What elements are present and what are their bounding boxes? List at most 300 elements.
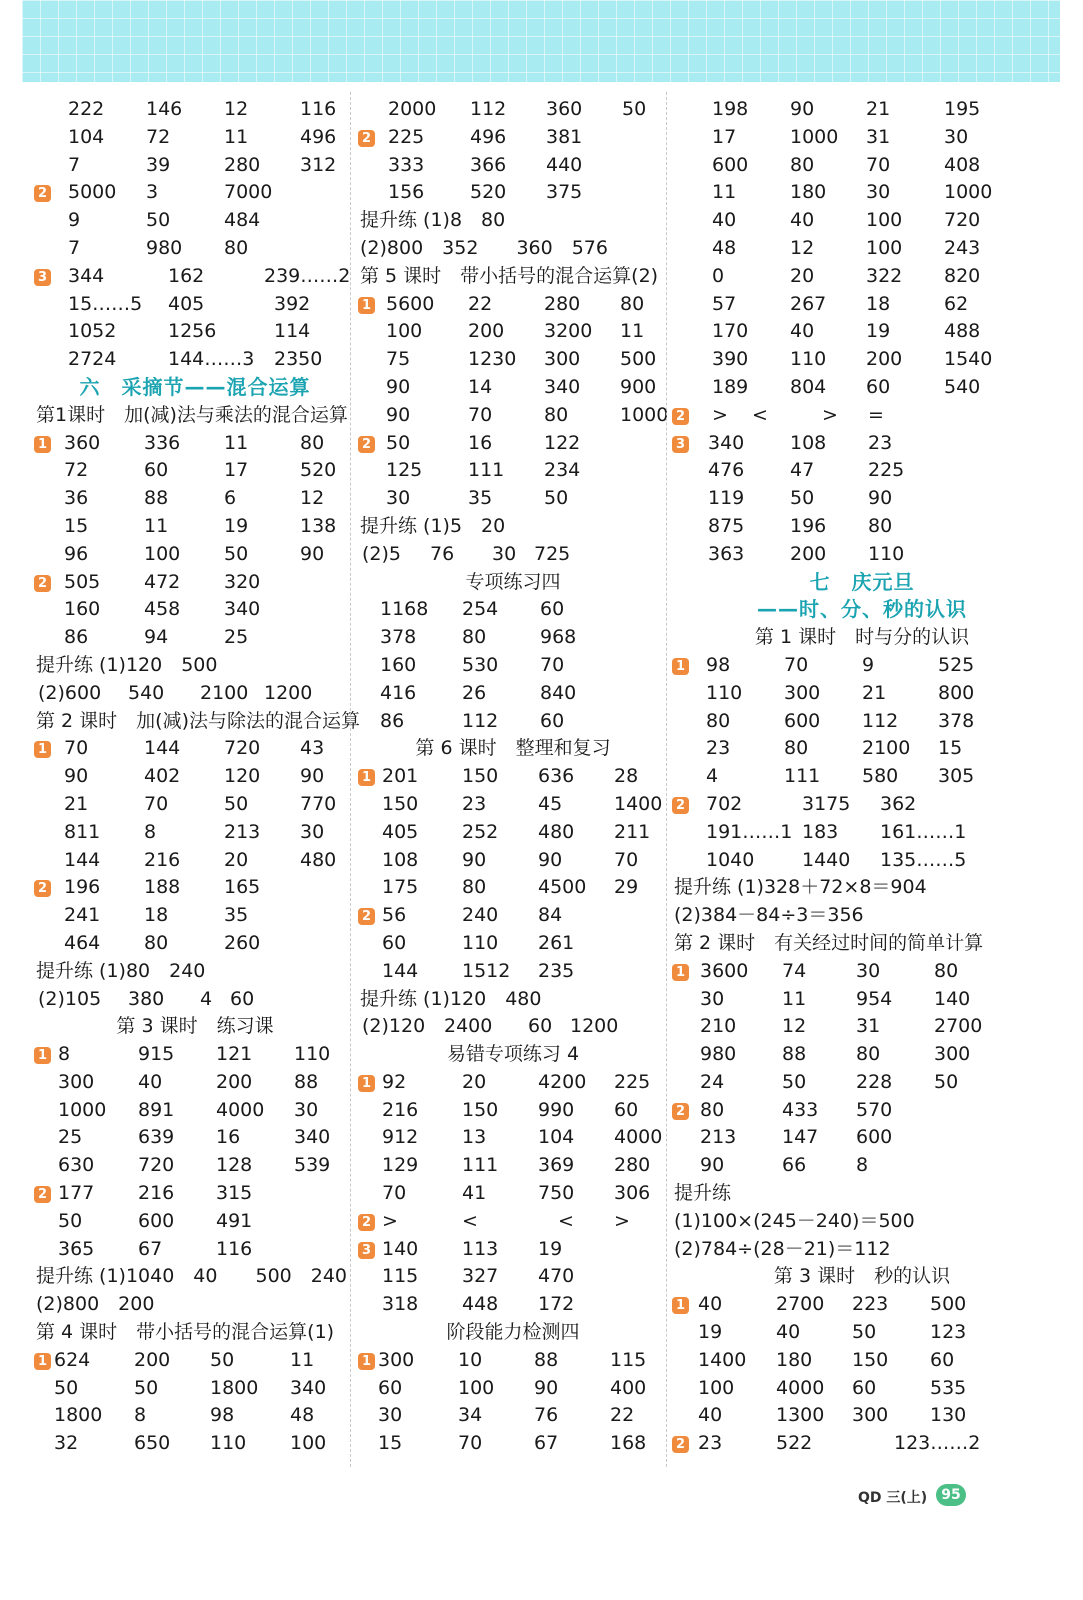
answer-row xyxy=(358,1263,668,1291)
answer-value: 2100 xyxy=(200,681,249,704)
answer-value: 15……5 xyxy=(68,292,143,315)
answer-value: 322 xyxy=(866,264,903,287)
answer-row xyxy=(672,235,1052,263)
answer-value: 92 xyxy=(382,1070,407,1093)
answer-row xyxy=(34,986,356,1014)
answer-value: 40 xyxy=(138,1070,163,1093)
answer-row xyxy=(34,1152,356,1180)
answer-value: 333 xyxy=(388,153,425,176)
answer-value: < xyxy=(558,1209,574,1232)
answer-value: 138 xyxy=(300,514,337,537)
answer-value: 20 xyxy=(224,848,249,871)
answer-row xyxy=(672,1430,1052,1458)
answer-row xyxy=(34,485,356,513)
answer-row xyxy=(358,1347,668,1375)
answer-value: 448 xyxy=(462,1293,499,1316)
answer-value: 70 xyxy=(64,737,89,760)
answer-row xyxy=(34,1124,356,1152)
answer-value: (2)120 xyxy=(362,1015,426,1038)
answer-value: 80 xyxy=(144,931,169,954)
question-number-badge: 1 xyxy=(358,297,375,314)
answer-value: 213 xyxy=(224,820,261,843)
question-number-badge: 3 xyxy=(358,1242,375,1259)
answer-value: 912 xyxy=(382,1126,419,1149)
answer-value: 416 xyxy=(380,681,417,704)
answer-value: 34 xyxy=(458,1404,483,1427)
answer-text: 提升练 (1)120 500 xyxy=(36,653,218,676)
answer-value: 522 xyxy=(776,1432,813,1455)
answer-value: 90 xyxy=(462,848,487,871)
answer-value: 114 xyxy=(274,320,311,343)
answer-value: (2)105 xyxy=(38,987,102,1010)
answer-value: 400 xyxy=(610,1376,647,1399)
answer-value: 1512 xyxy=(462,959,511,982)
answer-value: 305 xyxy=(938,765,975,788)
answer-row xyxy=(358,902,668,930)
answer-value: 496 xyxy=(300,125,337,148)
answer-value: 98 xyxy=(706,653,731,676)
answer-column-1 xyxy=(34,96,360,1458)
answer-value: 12 xyxy=(224,98,249,120)
answer-value: 968 xyxy=(540,626,577,649)
answer-value: 90 xyxy=(300,765,325,788)
answer-row xyxy=(358,124,668,152)
answer-value: 366 xyxy=(470,153,507,176)
answer-value: 84 xyxy=(538,904,563,927)
answer-value: 122 xyxy=(544,431,581,454)
answer-row xyxy=(672,318,1052,346)
answer-value: 9 xyxy=(68,209,81,232)
answer-value: 41 xyxy=(462,1182,487,1205)
answer-value: 300 xyxy=(58,1070,95,1093)
answer-row xyxy=(672,179,1052,207)
answer-row xyxy=(34,235,356,263)
answer-value: 100 xyxy=(386,320,423,343)
answer-value: 50 xyxy=(54,1376,79,1399)
answer-value: 720 xyxy=(224,737,261,760)
answer-value: 123……2 xyxy=(894,1432,981,1455)
answer-row xyxy=(672,819,1052,847)
answer-value: 4000 xyxy=(216,1098,265,1121)
answer-value: 300 xyxy=(784,681,821,704)
answer-value: 280 xyxy=(544,292,581,315)
answer-value: 496 xyxy=(470,125,507,148)
answer-value: 14 xyxy=(468,375,493,398)
answer-value: 22 xyxy=(468,292,493,315)
answer-value: 72 xyxy=(64,459,89,482)
answer-value: 480 xyxy=(538,820,575,843)
answer-row xyxy=(358,763,668,791)
answer-text: 提升练 (1)120 480 xyxy=(360,987,542,1010)
answer-value: 100 xyxy=(458,1376,495,1399)
answer-value: 112 xyxy=(470,98,507,120)
answer-value: 144 xyxy=(144,737,181,760)
answer-value: 405 xyxy=(168,292,205,315)
answer-value: 140 xyxy=(934,987,971,1010)
answer-value: 88 xyxy=(144,487,169,510)
answer-row xyxy=(672,263,1052,291)
answer-value: 111 xyxy=(468,459,505,482)
answer-value: 300 xyxy=(544,348,581,371)
answer-value: 300 xyxy=(852,1404,889,1427)
answer-row xyxy=(672,1041,1052,1069)
answer-value: 318 xyxy=(382,1293,419,1316)
answer-row xyxy=(672,791,1052,819)
answer-value: 600 xyxy=(138,1209,175,1232)
answer-value: 225 xyxy=(868,459,905,482)
book-code: QD 三(上) xyxy=(858,1490,928,1506)
answer-value: 11 xyxy=(144,514,169,537)
answer-value: 24 xyxy=(700,1070,725,1093)
answer-value: 12 xyxy=(782,1015,807,1038)
answer-row xyxy=(34,1097,356,1125)
answer-value: 225 xyxy=(614,1070,651,1093)
answer-value: 378 xyxy=(380,626,417,649)
answer-value: 241 xyxy=(64,904,101,927)
answer-text: (2)800 200 xyxy=(36,1293,155,1316)
answer-row xyxy=(34,430,356,458)
answer-value: 380 xyxy=(128,987,165,1010)
question-number-badge: 2 xyxy=(34,575,51,592)
answer-text: 第1课时 加(减)法与乘法的混合运算 xyxy=(36,403,348,426)
answer-value: 104 xyxy=(68,125,105,148)
answer-row xyxy=(672,291,1052,319)
answer-value: 80 xyxy=(868,514,893,537)
answer-row xyxy=(358,1069,668,1097)
question-number-badge: 2 xyxy=(672,408,689,425)
question-number-badge: 2 xyxy=(672,1103,689,1120)
answer-value: 530 xyxy=(462,653,499,676)
answer-value: 1400 xyxy=(698,1348,747,1371)
answer-row xyxy=(34,569,356,597)
answer-value: 340 xyxy=(290,1376,327,1399)
answer-row xyxy=(672,1097,1052,1125)
answer-value: 21 xyxy=(866,98,891,120)
answer-row xyxy=(34,152,356,180)
answer-value: 458 xyxy=(144,598,181,621)
answer-value: 4000 xyxy=(614,1126,663,1149)
answer-value: 11 xyxy=(224,125,249,148)
answer-value: < xyxy=(752,403,768,426)
answer-value: 1052 xyxy=(68,320,117,343)
answer-row xyxy=(672,541,1052,569)
answer-value: 90 xyxy=(534,1376,559,1399)
answer-value: 62 xyxy=(944,292,969,315)
answer-value: 60 xyxy=(540,598,565,621)
answer-value: 23 xyxy=(706,737,731,760)
answer-value: 23 xyxy=(462,792,487,815)
answer-value: 40 xyxy=(790,209,815,232)
answer-value: 340 xyxy=(708,431,745,454)
answer-value: 60 xyxy=(528,1015,553,1038)
answer-value: 980 xyxy=(700,1043,737,1066)
answer-value: 520 xyxy=(300,459,337,482)
answer-row xyxy=(34,596,356,624)
answer-row xyxy=(358,318,668,346)
answer-row xyxy=(34,179,356,207)
answer-value: > xyxy=(614,1209,630,1232)
question-number-badge: 1 xyxy=(672,964,689,981)
answer-value: 3 xyxy=(146,181,159,204)
answer-value: 140 xyxy=(382,1237,419,1260)
answer-value: 0 xyxy=(712,264,725,287)
answer-row xyxy=(358,457,668,485)
question-number-badge: 2 xyxy=(672,797,689,814)
answer-row xyxy=(34,457,356,485)
question-number-badge: 3 xyxy=(672,436,689,453)
answer-row xyxy=(358,819,668,847)
answer-value: 17 xyxy=(224,459,249,482)
answer-value: 110 xyxy=(294,1043,331,1066)
answer-value: 50 xyxy=(224,542,249,565)
answer-value: 600 xyxy=(784,709,821,732)
answer-value: 150 xyxy=(462,1098,499,1121)
answer-value: 240 xyxy=(462,904,499,927)
answer-value: 811 xyxy=(64,820,101,843)
answer-value: (2)5 xyxy=(362,542,402,565)
answer-text: (2)384－84÷3＝356 xyxy=(674,904,864,927)
answer-value: 11 xyxy=(224,431,249,454)
answer-value: 1168 xyxy=(380,598,429,621)
answer-text: (1)100×(245－240)＝500 xyxy=(674,1209,915,1232)
answer-value: 19 xyxy=(866,320,891,343)
answer-value: 90 xyxy=(790,98,815,120)
answer-value: 162 xyxy=(168,264,205,287)
answer-row xyxy=(358,1291,668,1319)
answer-value: 875 xyxy=(708,514,745,537)
question-number-badge: 1 xyxy=(358,1075,375,1092)
answer-value: 74 xyxy=(782,959,807,982)
answer-value: 17 xyxy=(712,125,737,148)
lesson-heading: 专项练习四 xyxy=(465,570,561,593)
answer-value: 470 xyxy=(538,1265,575,1288)
answer-value: 130 xyxy=(930,1404,967,1427)
answer-value: 2400 xyxy=(444,1015,493,1038)
answer-value: 60 xyxy=(540,709,565,732)
answer-value: 60 xyxy=(852,1376,877,1399)
answer-row xyxy=(672,513,1052,541)
question-number-badge: 2 xyxy=(672,1436,689,1453)
answer-value: 1230 xyxy=(468,348,517,371)
answer-value: 50 xyxy=(544,487,569,510)
answer-value: 1400 xyxy=(614,792,663,815)
top-decorative-band xyxy=(22,0,1060,82)
answer-value: 60 xyxy=(614,1098,639,1121)
answer-value: 3600 xyxy=(700,959,749,982)
question-number-badge: 2 xyxy=(34,185,51,202)
answer-row xyxy=(672,986,1052,1014)
answer-value: 94 xyxy=(144,626,169,649)
answer-column-2 xyxy=(358,96,668,1458)
answer-value: 180 xyxy=(776,1348,813,1371)
answer-value: 4 xyxy=(706,765,719,788)
answer-value: 7000 xyxy=(224,181,273,204)
answer-value: 50 xyxy=(224,792,249,815)
answer-value: 6 xyxy=(224,487,237,510)
answer-value: 108 xyxy=(790,431,827,454)
answer-value: 76 xyxy=(430,542,455,565)
answer-row xyxy=(34,1402,356,1430)
answer-value: 402 xyxy=(144,765,181,788)
answer-value: 11 xyxy=(712,181,737,204)
answer-value: 90 xyxy=(386,375,411,398)
answer-row xyxy=(358,708,668,736)
answer-value: 196 xyxy=(790,514,827,537)
answer-text: 提升练 (1)80 240 xyxy=(36,959,206,982)
answer-row xyxy=(672,346,1052,374)
answer-value: 177 xyxy=(58,1182,95,1205)
answer-value: 196 xyxy=(64,876,101,899)
answer-value: 9 xyxy=(862,653,875,676)
answer-value: 60 xyxy=(378,1376,403,1399)
answer-row xyxy=(358,596,668,624)
answer-value: 1256 xyxy=(168,320,217,343)
answer-value: 115 xyxy=(382,1265,419,1288)
answer-value: 4500 xyxy=(538,876,587,899)
question-number-badge: 1 xyxy=(358,1353,375,1370)
answer-value: 110 xyxy=(868,542,905,565)
answer-row xyxy=(358,624,668,652)
answer-row xyxy=(358,291,668,319)
answer-value: 720 xyxy=(138,1154,175,1177)
answer-value: 135……5 xyxy=(880,848,967,871)
answer-value: 80 xyxy=(856,1043,881,1066)
answer-value: 80 xyxy=(462,626,487,649)
answer-value: 1800 xyxy=(54,1404,103,1427)
answer-value: 1200 xyxy=(264,681,313,704)
answer-value: 128 xyxy=(216,1154,253,1177)
answer-value: 800 xyxy=(938,681,975,704)
answer-value: 2100 xyxy=(862,737,911,760)
answer-row xyxy=(358,1208,668,1236)
answer-value: 70 xyxy=(540,653,565,676)
answer-value: 198 xyxy=(712,98,749,120)
answer-value: 66 xyxy=(782,1154,807,1177)
answer-value: 150 xyxy=(852,1348,889,1371)
answer-row xyxy=(34,902,356,930)
answer-value: 254 xyxy=(462,598,499,621)
answer-value: 327 xyxy=(462,1265,499,1288)
answer-value: 4 xyxy=(200,987,213,1010)
answer-value: 88 xyxy=(782,1043,807,1066)
answer-text: 提升练 (1)8 80 xyxy=(360,209,506,232)
answer-value: 96 xyxy=(64,542,89,565)
answer-value: 175 xyxy=(382,876,419,899)
question-number-badge: 3 xyxy=(34,269,51,286)
answer-value: 165 xyxy=(224,876,261,899)
answer-value: 213 xyxy=(700,1126,737,1149)
answer-value: 35 xyxy=(468,487,493,510)
answer-value: 1000 xyxy=(944,181,993,204)
answer-value: 702 xyxy=(706,792,743,815)
answer-value: 5000 xyxy=(68,181,117,204)
answer-value: 67 xyxy=(138,1237,163,1260)
answer-row xyxy=(672,1069,1052,1097)
answer-value: 16 xyxy=(216,1126,241,1149)
answer-value: 183 xyxy=(802,820,839,843)
answer-value: 50 xyxy=(146,209,171,232)
answer-row xyxy=(672,485,1052,513)
answer-value: 30 xyxy=(866,181,891,204)
answer-value: 3175 xyxy=(802,792,851,815)
answer-value: 200 xyxy=(134,1348,171,1371)
answer-value: 464 xyxy=(64,931,101,954)
answer-value: 31 xyxy=(866,125,891,148)
answer-row xyxy=(672,847,1052,875)
answer-row xyxy=(358,152,668,180)
answer-value: 261 xyxy=(538,931,575,954)
answer-row xyxy=(34,680,356,708)
lesson-heading: 阶段能力检测四 xyxy=(446,1321,580,1344)
answer-row xyxy=(672,1152,1052,1180)
answer-row xyxy=(358,1097,668,1125)
column-divider xyxy=(350,92,351,1467)
answer-value: 100 xyxy=(144,542,181,565)
answer-value: 378 xyxy=(938,709,975,732)
answer-row xyxy=(34,763,356,791)
answer-value: 121 xyxy=(216,1043,253,1066)
answer-value: 500 xyxy=(620,348,657,371)
answer-value: 116 xyxy=(216,1237,253,1260)
answer-value: 1540 xyxy=(944,348,993,371)
answer-row xyxy=(34,124,356,152)
answer-value: 30 xyxy=(386,487,411,510)
lesson-heading: 易错专项练习 4 xyxy=(446,1043,580,1066)
answer-value: 252 xyxy=(462,820,499,843)
answer-value: 216 xyxy=(144,848,181,871)
answer-value: 20 xyxy=(462,1070,487,1093)
answer-value: 235 xyxy=(538,959,575,982)
answer-value: 90 xyxy=(538,848,563,871)
answer-row xyxy=(358,680,668,708)
answer-value: 20 xyxy=(790,264,815,287)
answer-value: 90 xyxy=(386,403,411,426)
answer-value: 60 xyxy=(382,931,407,954)
answer-text: 提升练 xyxy=(674,1182,732,1205)
answer-value: 111 xyxy=(462,1154,499,1177)
answer-value: 505 xyxy=(64,570,101,593)
answer-value: 48 xyxy=(290,1404,315,1427)
answer-value: 315 xyxy=(216,1182,253,1205)
answer-value: 115 xyxy=(610,1348,647,1371)
answer-value: 1000 xyxy=(620,403,669,426)
answer-text: (2)784÷(28－21)＝112 xyxy=(674,1237,891,1260)
answer-value: 50 xyxy=(790,487,815,510)
answer-value: 770 xyxy=(300,792,337,815)
answer-value: 23 xyxy=(868,431,893,454)
answer-value: 90 xyxy=(868,487,893,510)
answer-value: 300 xyxy=(934,1043,971,1066)
answer-value: (2)600 xyxy=(38,681,102,704)
question-number-badge: 1 xyxy=(34,741,51,758)
answer-value: > xyxy=(712,403,728,426)
answer-value: 7 xyxy=(68,236,81,259)
answer-value: 60 xyxy=(144,459,169,482)
answer-value: 804 xyxy=(790,375,827,398)
answer-value: 2724 xyxy=(68,348,117,371)
answer-value: 120 xyxy=(224,765,261,788)
answer-text: 提升练 (1)5 20 xyxy=(360,514,506,537)
answer-value: 234 xyxy=(544,459,581,482)
answer-value: 144 xyxy=(64,848,101,871)
answer-value: 123 xyxy=(930,1321,967,1344)
answer-value: 161……1 xyxy=(880,820,967,843)
answer-value: 8 xyxy=(58,1043,71,1066)
answer-row xyxy=(34,513,356,541)
answer-value: 29 xyxy=(614,876,639,899)
answer-value: 408 xyxy=(944,153,981,176)
answer-value: 150 xyxy=(382,792,419,815)
